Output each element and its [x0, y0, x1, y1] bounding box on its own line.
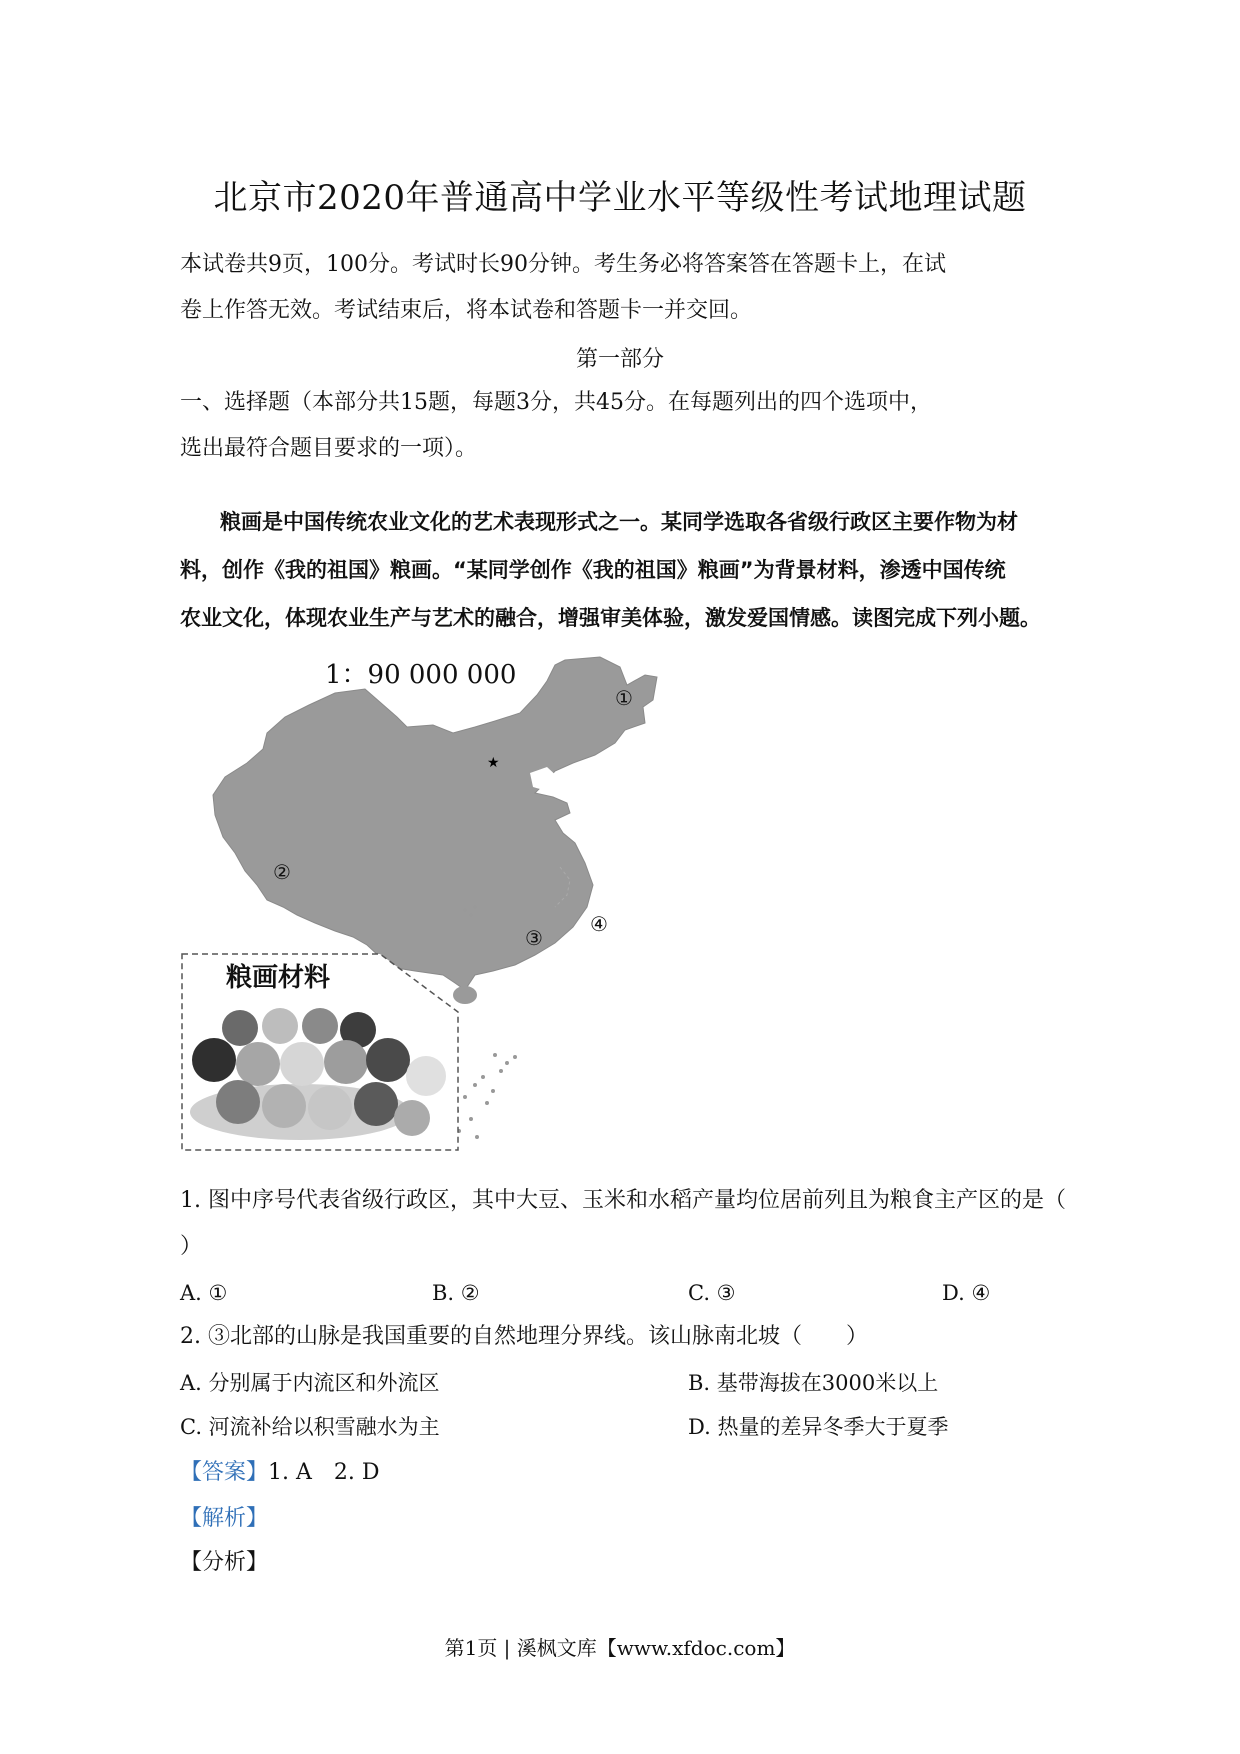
inset-title: 粮画材料	[226, 963, 331, 993]
map-marker-3: ③	[525, 926, 543, 950]
passage-line-3: 农业文化，体现农业生产与艺术的融合，增强审美体验，激发爱国情感。读图完成下列小题。	[180, 606, 1041, 630]
map-marker-2: ②	[273, 860, 291, 884]
answer-text: 1. A 2. D	[268, 1460, 380, 1485]
q1-stem-line-2: ）	[180, 1234, 203, 1259]
analysis-label: 【解析】	[180, 1506, 269, 1531]
intro-line-2: 卷上作答无效。考试结束后，将本试卷和答题卡一并交回。	[180, 298, 753, 323]
q1-option-d: D. ④	[942, 1281, 991, 1305]
part-heading: 第一部分	[575, 347, 664, 372]
q1-option-a: A. ①	[180, 1281, 228, 1305]
grain-inset	[180, 952, 470, 1152]
q2-option-b: B. 基带海拔在3000米以上	[688, 1371, 939, 1395]
map-mainland	[213, 657, 657, 990]
answer-label: 【答案】	[180, 1460, 269, 1485]
intro-line-1: 本试卷共9页，100分。考试时长90分钟。考生务必将答案答在答题卡上，在试	[180, 252, 946, 277]
q2-option-a: A. 分别属于内流区和外流区	[180, 1371, 440, 1395]
fenxi-label: 【分析】	[180, 1550, 269, 1575]
passage-line-1: 粮画是中国传统农业文化的艺术表现形式之一。某同学选取各省级行政区主要作物为材	[220, 510, 1018, 534]
q2-option-d: D. 热量的差异冬季大于夏季	[688, 1415, 949, 1439]
section-line-2: 选出最符合题目要求的一项）。	[180, 436, 478, 461]
page-footer: 第1页 | 溪枫文库【www.xfdoc.com】	[444, 1636, 796, 1660]
passage-line-2: 料，创作《我的祖国》粮画。“某同学创作《我的祖国》粮画”为背景材料，渗透中国传统	[180, 558, 1006, 582]
answer-line	[180, 1450, 1080, 1496]
q1-option-b: B. ②	[432, 1281, 480, 1305]
grain-inset-svg	[180, 952, 470, 1152]
capital-star-icon: ★	[487, 755, 500, 771]
q1-option-c: C. ③	[688, 1281, 736, 1305]
q2-option-c: C. 河流补给以积雪融水为主	[180, 1415, 440, 1439]
map-marker-1: ①	[615, 686, 633, 710]
q2-stem: 2. ③北部的山脉是我国重要的自然地理分界线。该山脉南北坡（ ）	[180, 1324, 868, 1349]
q1-stem-line-1: 1. 图中序号代表省级行政区，其中大豆、玉米和水稻产量均位居前列且为粮食主产区的是（	[180, 1188, 1066, 1213]
page-title: 北京市2020年普通高中学业水平等级性考试地理试题	[213, 178, 1027, 218]
map-marker-4: ④	[590, 912, 608, 936]
map-scale: 1：90 000 000	[325, 660, 517, 690]
section-line-1: 一、选择题（本部分共15题，每题3分，共45分。在每题列出的四个选项中，	[180, 390, 932, 415]
